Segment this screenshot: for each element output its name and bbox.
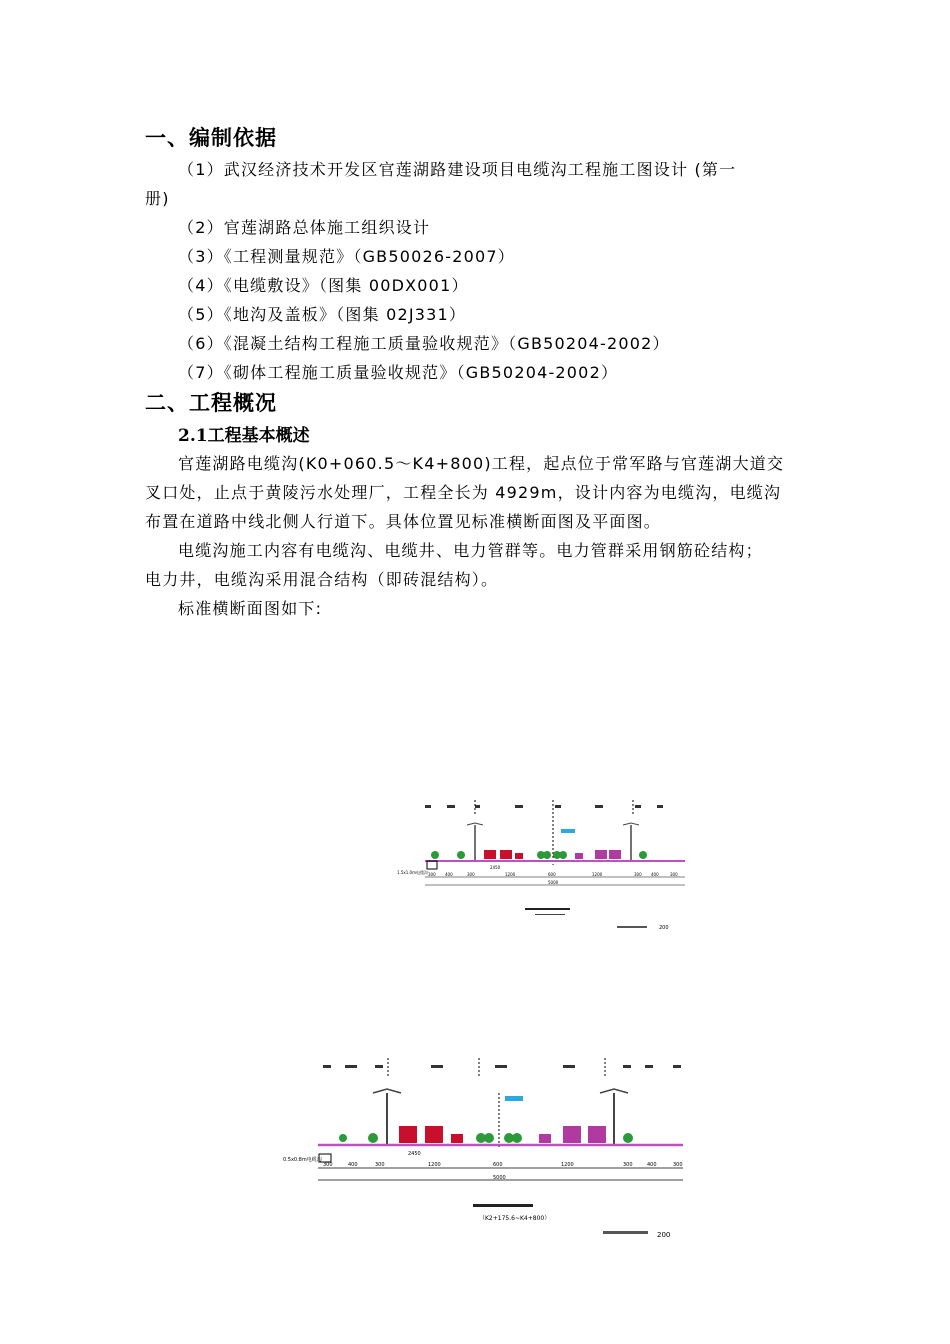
paragraph-1-line-1: 官莲湖路电缆沟(K0+060.5～K4+800)工程，起点位于常军路与官莲湖大道交 xyxy=(178,454,785,473)
cross-section-diagram-1 xyxy=(395,795,695,940)
basis-item-1-cont: 册) xyxy=(145,189,170,208)
road-traffic xyxy=(431,850,647,859)
svg-text:1200: 1200 xyxy=(505,872,516,877)
scale-label: 200 xyxy=(659,925,669,931)
svg-text:2450: 2450 xyxy=(408,1151,421,1157)
dimension-labels xyxy=(323,1151,683,1168)
header-labels xyxy=(323,1065,681,1068)
cable-trench xyxy=(427,861,437,869)
cable-trench-label: 1.5x1.0m电缆沟 xyxy=(397,870,428,875)
svg-text:400: 400 xyxy=(348,1162,358,1168)
cable-trench-label: 0.5x0.8m电缆沟 xyxy=(283,1157,322,1163)
paragraph-1-line-2: 叉口处，止点于黄陵污水处理厂，工程全长为 4929m，设计内容为电缆沟，电缆沟 xyxy=(145,483,782,502)
svg-text:300: 300 xyxy=(670,872,678,877)
basis-item-6: （6）《混凝土结构工程施工质量验收规范》（GB50204-2002） xyxy=(178,334,670,353)
svg-text:300: 300 xyxy=(467,872,475,877)
paragraph-3: 标准横断面图如下: xyxy=(178,599,323,618)
svg-text:300: 300 xyxy=(323,1162,333,1168)
paragraph-1-line-3: 布置在道路中线北侧人行道下。具体位置见标准横断面图及平面图。 xyxy=(145,512,662,531)
dimension-labels xyxy=(428,865,678,877)
sub-heading-basic-overview: 2.1工程基本概述 xyxy=(178,426,310,446)
svg-text:600: 600 xyxy=(493,1162,503,1168)
basis-item-3: （3）《工程测量规范》（GB50026-2007） xyxy=(178,247,515,266)
cross-section-diagram-2 xyxy=(283,1048,698,1243)
section-heading-overview: 二、工程概况 xyxy=(145,390,277,415)
basis-item-4: （4）《电缆敷设》（图集 00DX001） xyxy=(178,276,469,295)
road-traffic xyxy=(339,1126,633,1143)
header-labels xyxy=(425,805,663,808)
svg-text:1200: 1200 xyxy=(428,1162,441,1168)
svg-text:300: 300 xyxy=(623,1162,633,1168)
scale-label: 200 xyxy=(657,1231,671,1239)
diagram-title xyxy=(473,1204,533,1207)
basis-item-5: （5）《地沟及盖板》（图集 02J331） xyxy=(178,305,467,324)
paragraph-2-line-1: 电缆沟施工内容有电缆沟、电缆井、电力管群等。电力管群采用钢筋砼结构； xyxy=(178,541,763,560)
paragraph-2-line-2: 电力井，电缆沟采用混合结构（即砖混结构）。 xyxy=(145,570,499,589)
svg-text:300: 300 xyxy=(634,872,642,877)
basis-item-2: （2）官莲湖路总体施工组织设计 xyxy=(178,218,431,237)
svg-text:1200: 1200 xyxy=(592,872,603,877)
section-heading-basis: 一、编制依据 xyxy=(145,125,277,150)
svg-text:400: 400 xyxy=(647,1162,657,1168)
svg-text:400: 400 xyxy=(651,872,659,877)
total-width-label: 5000 xyxy=(548,880,559,885)
diagram-subtitle: （K2+175.6~K4+800） xyxy=(479,1215,551,1222)
svg-text:300: 300 xyxy=(428,872,436,877)
basis-item-1: （1）武汉经济技术开发区官莲湖路建设项目电缆沟工程施工图设计 (第一 xyxy=(178,160,737,179)
svg-text:1200: 1200 xyxy=(561,1162,574,1168)
svg-text:400: 400 xyxy=(445,872,453,877)
svg-text:300: 300 xyxy=(375,1162,385,1168)
svg-text:300: 300 xyxy=(673,1162,683,1168)
total-width-label: 5000 xyxy=(493,1175,506,1181)
svg-text:600: 600 xyxy=(548,872,556,877)
svg-text:2450: 2450 xyxy=(490,865,501,870)
basis-item-7: （7）《砌体工程施工质量验收规范》（GB50204-2002） xyxy=(178,363,619,382)
diagram-title xyxy=(525,908,570,910)
